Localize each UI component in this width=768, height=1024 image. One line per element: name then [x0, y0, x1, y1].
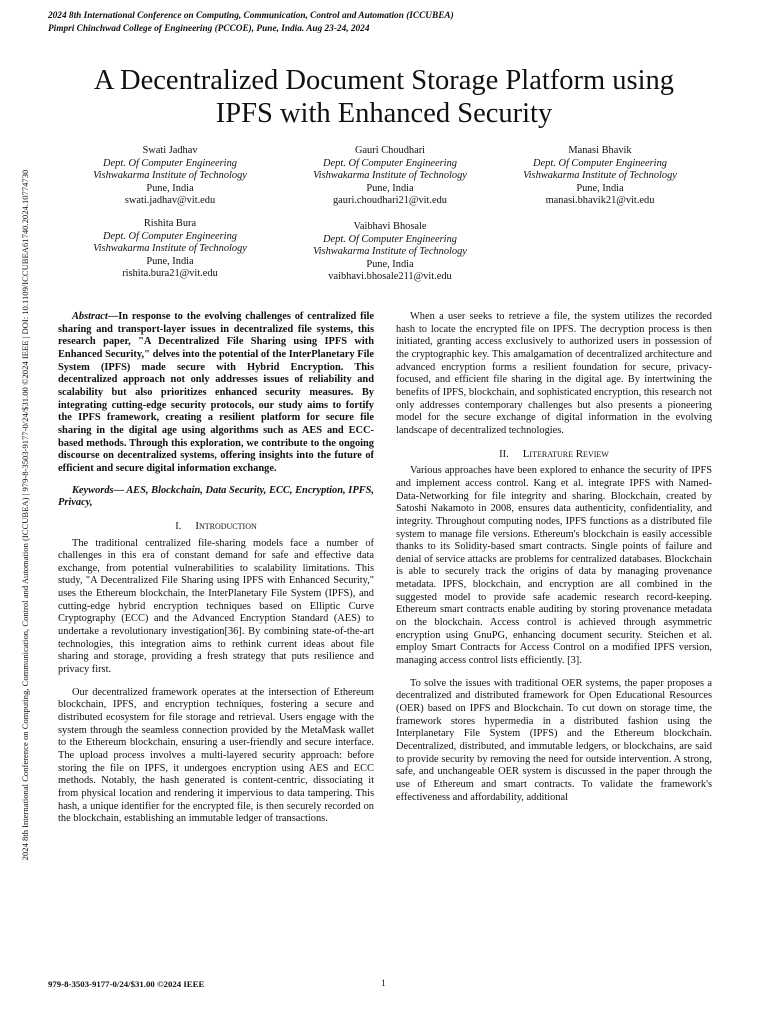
doi-sidebar-text: 2024 8th International Conference on Computing, Communication, Control and Automation (ICCUBEA) | 979-8-3503-9177-0/24/$31.00 ©2024 IEEE | DOI: 10.1109/ICCUBEA61740.2024.10774730 — [20, 169, 30, 861]
author-institute: Vishwakarma Institute of Technology — [523, 170, 677, 182]
conference-header — [48, 10, 728, 36]
section-number: I. — [175, 520, 182, 532]
author-institute: Vishwakarma Institute of Technology — [313, 246, 467, 258]
author-name: Gauri Choudhari — [354, 145, 426, 156]
author-block — [70, 218, 270, 281]
doi-sidebar — [17, 120, 31, 910]
author-dept: Dept. Of Computer Engineering — [533, 157, 667, 169]
author-city: Pune, India — [576, 182, 624, 194]
keywords — [58, 485, 374, 510]
author-email[interactable]: manasi.bhavik21@vit.edu — [545, 195, 655, 207]
lit-paragraph-2: To solve the issues with traditional OER systems, the paper proposes a decentralized and distributed framework for Open Educational Resources (OER) based on IPFS and Blockchain. To cut down on storage time, the framework stores hypermedia in a distributed fashion using the Interplanetary File System (IPFS) and the Ethereum blockchain. Decentralized, distributed, and immutable ledgers, or blockchains, are said to provide security by removing the need for outside intervention. A strong, safe, and unchangeable OER system is discussed in the paper through the use of Ethereum and smart contracts. To validate the framework's effectiveness and affordability, additional — [396, 677, 712, 803]
author-name: Manasi Bhavik — [568, 145, 632, 156]
author-dept: Dept. Of Computer Engineering — [323, 157, 457, 169]
author-institute: Vishwakarma Institute of Technology — [313, 170, 467, 182]
author-dept: Dept. Of Computer Engineering — [103, 157, 237, 169]
section-heading-introduction — [58, 520, 374, 534]
section-heading-literature-review — [396, 448, 712, 462]
abstract — [58, 311, 374, 476]
title-line-1: A Decentralized Document Storage Platform using — [93, 65, 675, 96]
author-institute: Vishwakarma Institute of Technology — [93, 170, 247, 182]
author-email[interactable]: rishita.bura21@vit.edu — [122, 268, 218, 280]
author-name: Rishita Bura — [143, 218, 197, 229]
author-dept: Dept. Of Computer Engineering — [103, 230, 237, 242]
abstract-text: —In response to the evolving challenges of centralized file sharing and transport-layer issues in decentralized file systems, this research paper, "A Decentralized File Sharing using IPFS with Enhanced Security," delves into the potential of the InterPlanetary File System (IPFS) made secure with Hybrid Encryption. This decentralized approach not only addresses issues of reliability and scalability but also prioritizes enhanced security measures. By integrating cutting-edge security protocols, our study aims to fortify the IPFS framework, creating a resilient platform for secure file sharing in the digital age using algorithms such as AES and ECC-based methods. Through this exploration, we contribute to the ongoing discourse on decentralized systems, offering insights into the future of efficient and secure digital information exchange. — [58, 311, 374, 474]
keywords-label: Keywords — [72, 484, 114, 496]
author-name: Vaibhavi Bhosale — [353, 221, 427, 232]
title-line-2: IPFS with Enhanced Security — [215, 98, 553, 129]
conference-line-1: 2024 8th International Conference on Computing, Communication, Control and Automation (ICCUBEA) — [48, 11, 454, 21]
author-email[interactable]: vaibhavi.bhosale211@vit.edu — [328, 271, 452, 283]
right-column — [396, 311, 712, 804]
author-block — [290, 145, 490, 208]
author-name: Swati Jadhav — [142, 145, 198, 156]
author-institute: Vishwakarma Institute of Technology — [93, 243, 247, 255]
author-email[interactable]: swati.jadhav@vit.edu — [124, 195, 216, 207]
intro-paragraph-3: When a user seeks to retrieve a file, the system utilizes the recorded hash to locate the encrypted file on IPFS. The decryption process is then initiated, granting access exclusively to authorized users in possession of the cryptographic key. This amalgamation of decentralized architecture and advanced encryption forms a resilient foundation for secure, privacy-focused, and efficient file sharing in the digital age. By intertwining the benefits of IPFS, blockchain, and sophisticated encryption, this research not only addresses contemporary challenges but also presents a pioneering model for the secure exchange of digital information in the evolving landscape of decentralized technologies. — [396, 311, 712, 436]
lit-paragraph-1: Various approaches have been explored to enhance the security of IPFS and implement access control. Kang et al. integrate IPFS with Named-Data-Networking for file integrity and sharing. Blockchain, created by Satoshi Nakamoto in 2008, ensures data authenticity, confidentiality, and integrity. Throughout computing nodes, IPFS functions as a distributed file system to manage file versions. Ethereum's blockchain is easily accessible thanks to its Solidity-based smart contracts. Single points of failure and denial of service attacks are problems for centralized databases. Blockchain is able to securely track the origins of data by managing provenance metadata. IPFS, blockchain, and encryption are all combined in the suggested model to provide safe academic research record-keeping. Ethereum smart contracts enable auditing by storing provenance metadata on the blockchain. Access control is achieved through asymmetric encryption using GnuPG, enhancing document security. Steichen et al. employ Smart Contracts for Access Control on a modified IPFS version, managing access control lists efficiently. [3]. — [396, 465, 712, 667]
author-city: Pune, India — [146, 182, 194, 194]
section-number: II. — [499, 448, 509, 460]
abstract-label: Abstract — [72, 311, 108, 322]
keywords-text: — AES, Blockchain, Data Security, ECC, Encryption, IPFS, Privacy, — [58, 484, 374, 509]
author-block — [290, 221, 490, 284]
conference-line-2: Pimpri Chinchwad College of Engineering (PCCOE), Pune, India. Aug 23-24, 2024 — [48, 24, 370, 34]
section-title: Introduction — [195, 519, 257, 532]
author-city: Pune, India — [146, 255, 194, 267]
intro-paragraph-1: The traditional centralized file-sharing models face a number of challenges in this era of constant demand for safe and effective data exchange, from potential vulnerabilities to scalability limitations. This study, "A Decentralized File Sharing using IPFS with Enhanced Security," uses the Ethereum blockchain, the InterPlanetary File System (IPFS), and cutting-edge hybrid encryption techniques based on Elliptic Curve Cryptography (ECC) and the Advanced Encryption Standard (AES) to undertake a revolutionary investigation[36]. By combining state-of-the-art technologies, this integration aims to rethink current ideas about file sharing and storage, providing a fresh strategy that puts resilience and privacy first. — [58, 537, 374, 676]
author-email[interactable]: gauri.choudhari21@vit.edu — [332, 195, 448, 207]
section-title: Literature Review — [522, 447, 609, 460]
intro-paragraph-2: Our decentralized framework operates at the intersection of Ethereum blockchain, IPFS, and encryption techniques, fostering a secure and distributed ecosystem for file storage and retrieval. Users engage with the system through the seamless connection provided by the MetaMask wallet to the Ethereum blockchain, ensuring a user-friendly and secure interface. The upload process involves a multi-layered security approach: before storing the file on IPFS, it undergoes encryption using AES and ECC methods. Notably, the hash generated is content-centric, dissociating it from physical location and rendering it impervious to data tampering. This hash, a unique identifier for the encrypted file, is then securely recorded on the blockchain, establishing an immutable ledger of transactions. — [58, 686, 374, 825]
author-dept: Dept. Of Computer Engineering — [323, 233, 457, 245]
author-block — [70, 145, 270, 208]
left-column — [58, 311, 374, 826]
author-city: Pune, India — [366, 258, 414, 270]
paper-title — [40, 64, 728, 130]
author-city: Pune, India — [366, 182, 414, 194]
footer-isbn: 979-8-3503-9177-0/24/$31.00 ©2024 IEEE — [48, 979, 205, 989]
page-number: 1 — [381, 979, 386, 989]
author-block — [500, 145, 700, 208]
